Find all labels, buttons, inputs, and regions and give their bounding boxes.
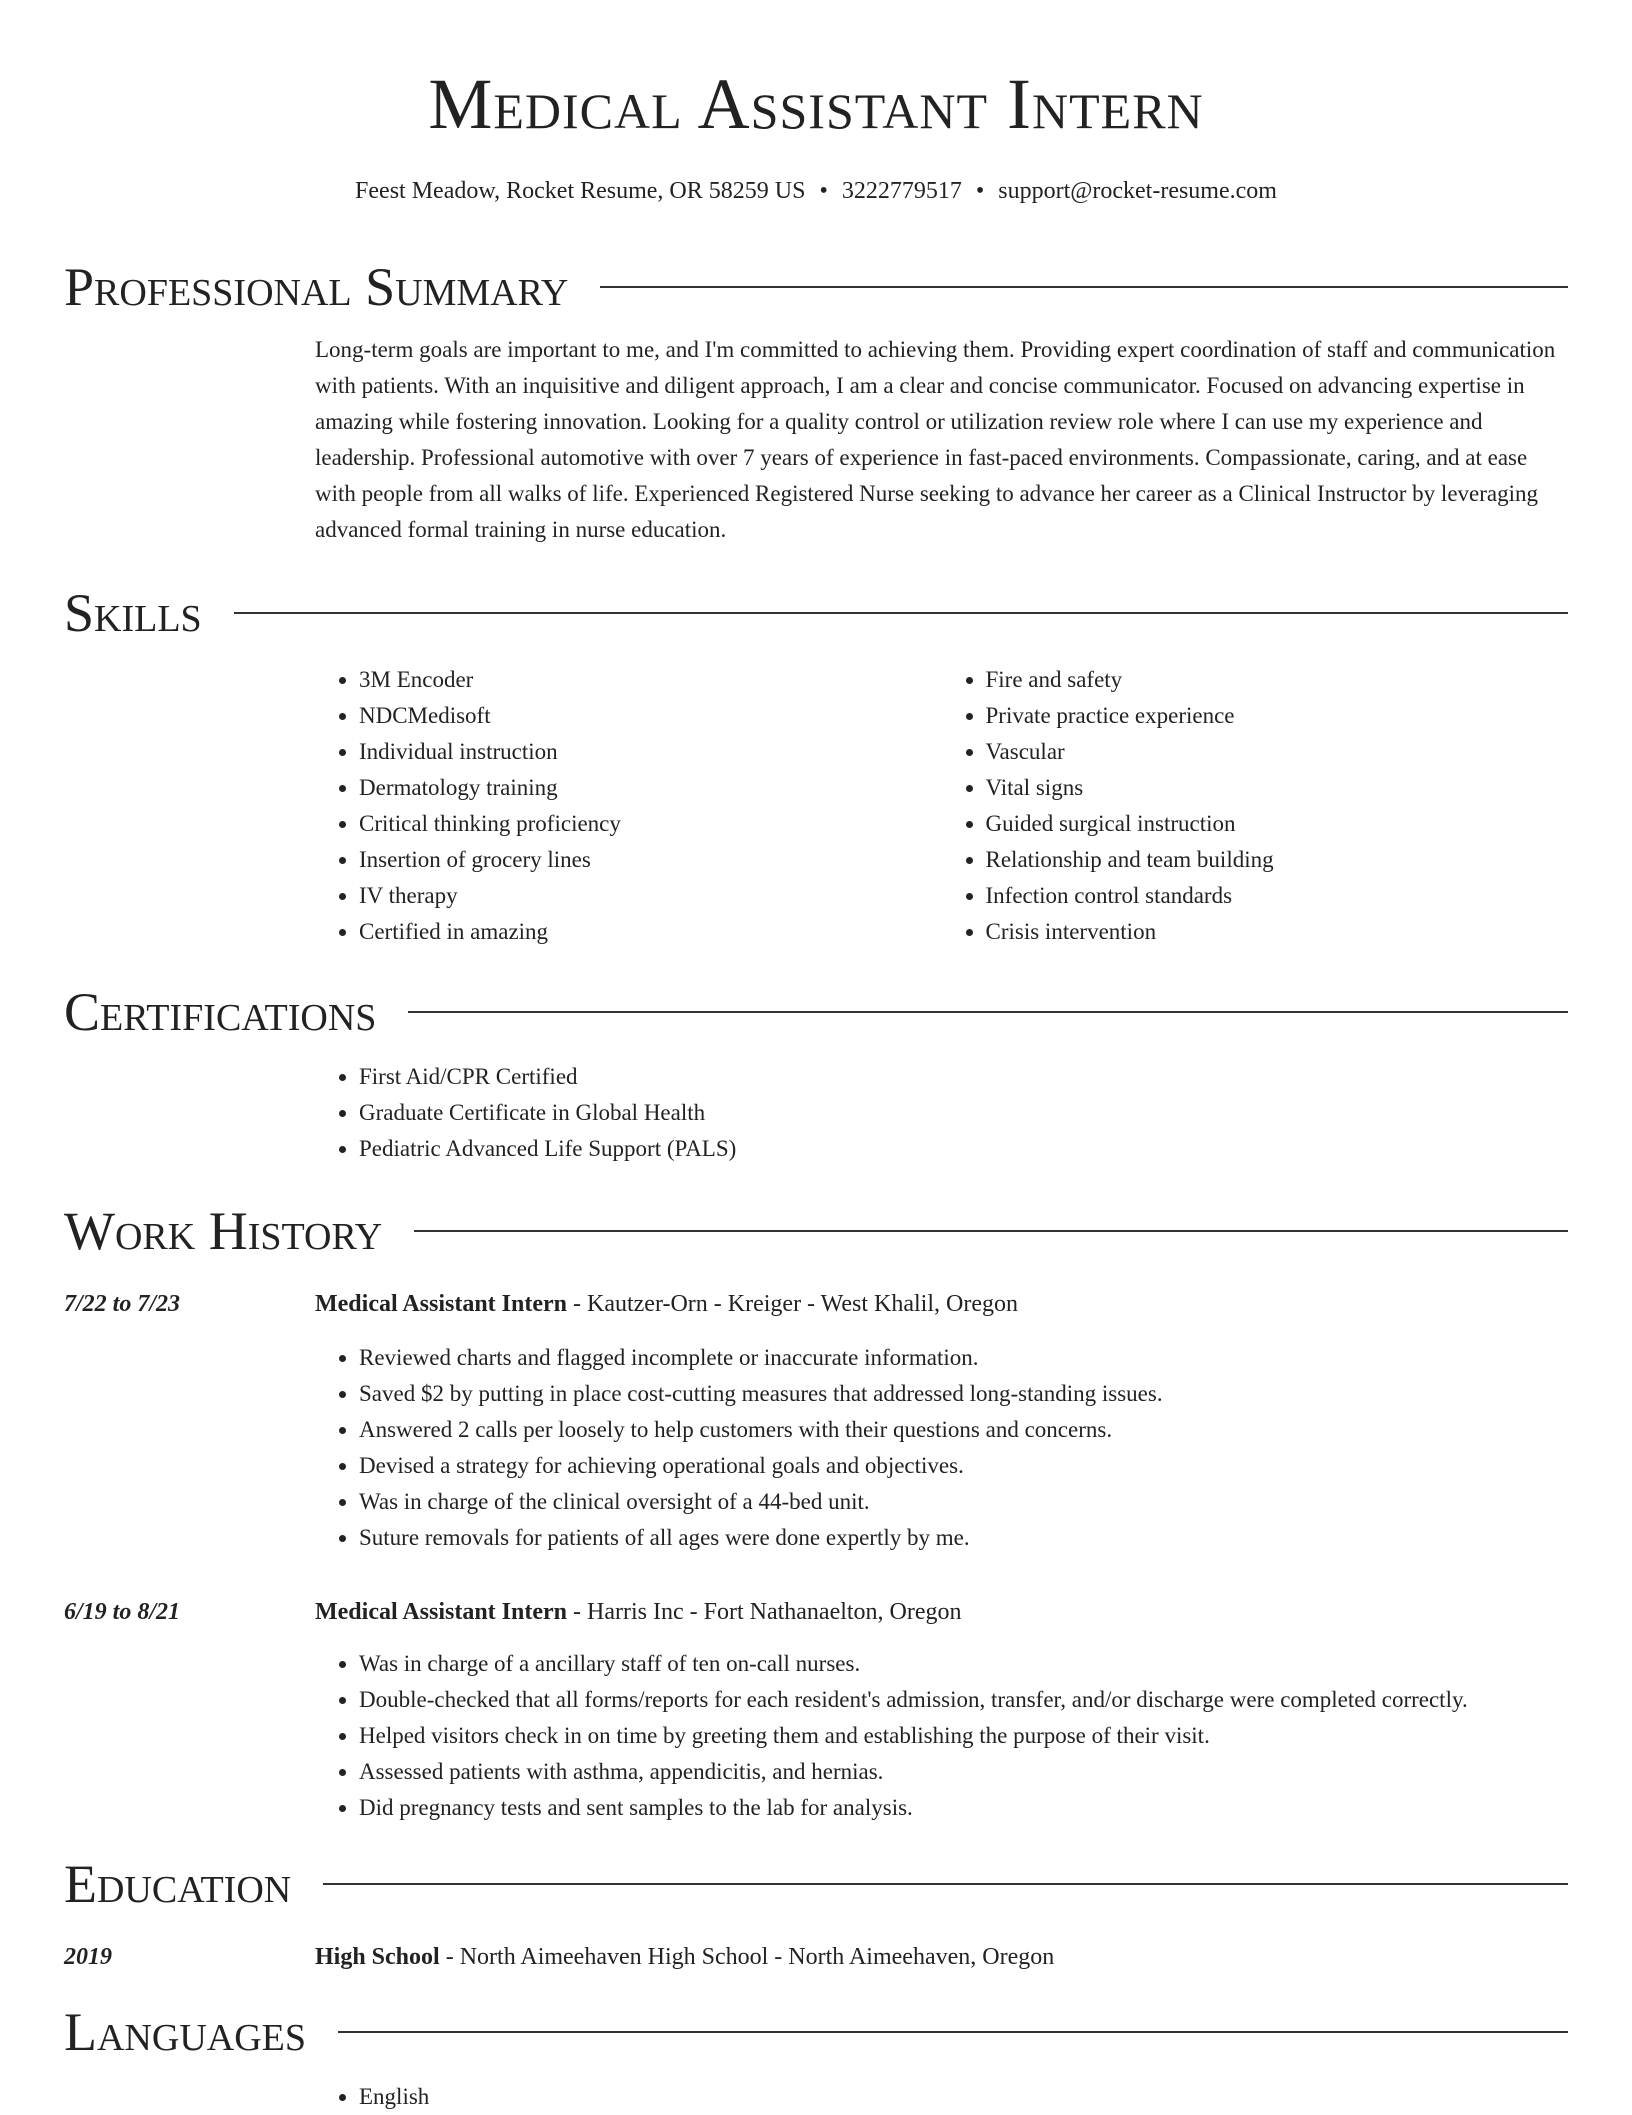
- job-details: - Harris Inc - Fort Nathanaelton, Oregon: [567, 1599, 962, 1625]
- job-bullet-list: [315, 1340, 1568, 1556]
- job-bullets: [315, 1646, 1568, 1826]
- job-bullet: • Saved $2 by putting in place cost-cutting measures that addressed long-standing issues.: [359, 1376, 1568, 1412]
- section-divider: [600, 286, 1568, 288]
- section-divider: [323, 1883, 1568, 1885]
- skill-item: • Critical thinking proficiency: [359, 806, 942, 842]
- section-title: Languages: [64, 2002, 306, 2062]
- section-header: [64, 578, 1568, 648]
- skill-item: • Vital signs: [986, 770, 1569, 806]
- section-header: [64, 252, 1568, 322]
- summary-section: [64, 252, 1568, 548]
- skill-item: • NDCMedisoft: [359, 698, 942, 734]
- section-title: Work History: [64, 1201, 383, 1261]
- certifications-section: [64, 977, 1568, 1167]
- section-header: [64, 1849, 1568, 1919]
- languages-body: [315, 2079, 1568, 2115]
- section-title: Skills: [64, 583, 202, 643]
- section-divider: [408, 1011, 1568, 1013]
- education-details: - North Aimeehaven High School - North Aimeehaven, Oregon: [439, 1944, 1055, 1970]
- languages-list: [315, 2079, 1568, 2115]
- section-divider: [414, 1230, 1568, 1232]
- contact-phone: 3222779517: [841, 178, 962, 204]
- contact-email: support@rocket-resume.com: [998, 178, 1277, 204]
- job-bullet: • Was in charge of a ancillary staff of ten on-call nurses.: [359, 1646, 1568, 1682]
- job-entry: [64, 1286, 1568, 1322]
- resume-name: Medical Assistant Intern: [428, 64, 1204, 144]
- certifications-list: [315, 1059, 1568, 1167]
- skills-list-left: [315, 662, 942, 950]
- contact-separator: •: [975, 178, 985, 204]
- education-section: [64, 1849, 1568, 1975]
- section-divider: [338, 2031, 1568, 2033]
- job-title: Medical Assistant Intern: [315, 1599, 567, 1625]
- job-title: Medical Assistant Intern: [315, 1291, 567, 1317]
- job-dates: 6/19 to 8/21: [64, 1599, 181, 1625]
- skill-item: • Certified in amazing: [359, 914, 942, 950]
- education-entry: [64, 1939, 1568, 1975]
- job-heading: [315, 1594, 962, 1630]
- skill-item: • Insertion of grocery lines: [359, 842, 942, 878]
- job-bullet: • Devised a strategy for achieving operational goals and objectives.: [359, 1448, 1568, 1484]
- job-bullet: • Double-checked that all forms/reports for each resident's admission, transfer, and/or discharge were completed correctly.: [359, 1682, 1568, 1718]
- skill-item: • Vascular: [986, 734, 1569, 770]
- certification-item: • First Aid/CPR Certified: [359, 1059, 1568, 1095]
- skill-item: • Guided surgical instruction: [986, 806, 1569, 842]
- certification-item: • Graduate Certificate in Global Health: [359, 1095, 1568, 1131]
- job-bullets: [315, 1340, 1568, 1556]
- job-bullet-list: [315, 1646, 1568, 1826]
- contact-line: [0, 176, 1632, 206]
- job-entry: [64, 1594, 1568, 1630]
- summary-text: Long-term goals are important to me, and I'm committed to achieving them. Providing expert coordination of staff and communication with patients. With an inquisitive and diligent approach, I am a clear and concise communicator. Focused on advancing expertise in amazing while fostering innovation. Looking for a quality control or utilization review role where I can use my experience and leadership. Professional automotive with over 7 years of experience in fast-paced environments. Compassionate, caring, and at ease with people from all walks of life. Experienced Registered Nurse seeking to advance her career as a Clinical Instructor by leveraging advanced formal training in nurse education.: [315, 337, 1556, 542]
- education-heading: [315, 1939, 1054, 1975]
- skill-item: • Dermatology training: [359, 770, 942, 806]
- skill-item: • IV therapy: [359, 878, 942, 914]
- skill-item: • Crisis intervention: [986, 914, 1569, 950]
- job-bullet: • Assessed patients with asthma, appendicitis, and hernias.: [359, 1754, 1568, 1790]
- section-divider: [234, 612, 1568, 614]
- skill-item: • Relationship and team building: [986, 842, 1569, 878]
- certification-item: • Pediatric Advanced Life Support (PALS): [359, 1131, 1568, 1167]
- job-bullet: • Helped visitors check in on time by greeting them and establishing the purpose of their visit.: [359, 1718, 1568, 1754]
- skills-grid: [315, 662, 1568, 950]
- education-year: 2019: [64, 1944, 112, 1970]
- skill-item: • Fire and safety: [986, 662, 1569, 698]
- section-header: [64, 1997, 1568, 2067]
- language-item: • English: [359, 2079, 1568, 2115]
- languages-section: [64, 1997, 1568, 2115]
- skill-item: • Individual instruction: [359, 734, 942, 770]
- section-title: Education: [64, 1854, 292, 1914]
- skill-item: • Private practice experience: [986, 698, 1569, 734]
- skills-list-right: [942, 662, 1569, 950]
- skills-section: [64, 578, 1568, 950]
- skill-item: • Infection control standards: [986, 878, 1569, 914]
- job-bullet: • Reviewed charts and flagged incomplete or inaccurate information.: [359, 1340, 1568, 1376]
- job-bullet: • Suture removals for patients of all ages were done expertly by me.: [359, 1520, 1568, 1556]
- skill-item: • 3M Encoder: [359, 662, 942, 698]
- work-history-section: [64, 1196, 1568, 1826]
- section-header: [64, 1196, 1568, 1266]
- section-title: Certifications: [64, 982, 377, 1042]
- section-header: [64, 977, 1568, 1047]
- job-bullet: • Was in charge of the clinical oversight of a 44-bed unit.: [359, 1484, 1568, 1520]
- contact-separator: •: [819, 178, 828, 204]
- contact-address: Feest Meadow, Rocket Resume, OR 58259 US: [355, 178, 806, 204]
- job-bullet: • Answered 2 calls per loosely to help customers with their questions and concerns.: [359, 1412, 1568, 1448]
- job-dates: 7/22 to 7/23: [64, 1291, 181, 1317]
- job-details: - Kautzer-Orn - Kreiger - West Khalil, Oregon: [567, 1291, 1018, 1317]
- education-degree: High School: [315, 1944, 440, 1970]
- section-title: Professional Summary: [64, 257, 569, 317]
- job-bullet: • Did pregnancy tests and sent samples to the lab for analysis.: [359, 1790, 1568, 1826]
- certifications-body: [315, 1059, 1568, 1167]
- job-heading: [315, 1286, 1018, 1322]
